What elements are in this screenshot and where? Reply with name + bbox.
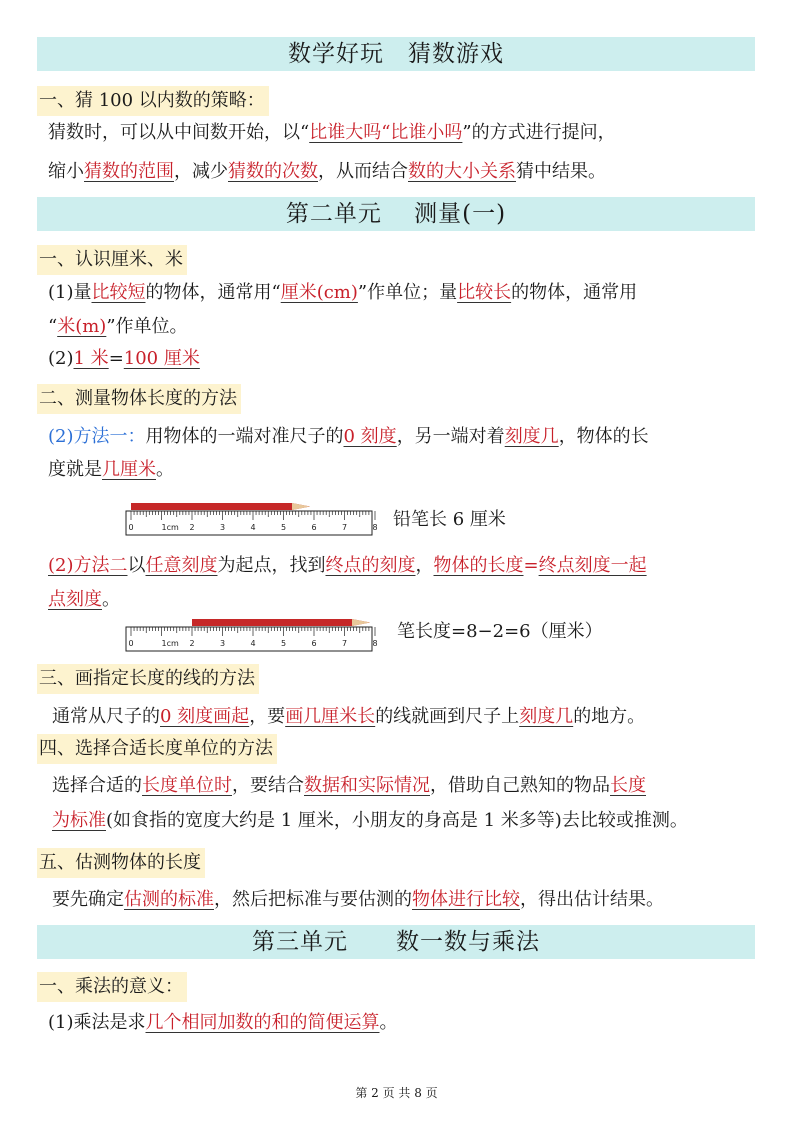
text: ，要 — [249, 706, 286, 727]
keyword: 为标准 — [52, 810, 106, 831]
section-title-measure-methods: 二、测量物体长度的方法 — [37, 384, 241, 414]
keyword: 比较短 — [91, 282, 146, 303]
method-label: (2)方法一： — [48, 426, 146, 447]
ruler-tick-label: 0 — [128, 523, 134, 532]
keyword: 数据和实际情况 — [304, 775, 430, 796]
paragraph-line — [48, 457, 174, 483]
ruler-tick-label: 8 — [372, 523, 378, 532]
paragraph-line — [48, 346, 200, 372]
keyword: 终点的刻度 — [325, 555, 416, 576]
text: 的线就画到尺子上 — [375, 706, 520, 727]
text: ，得出估计结果。 — [520, 889, 664, 910]
ruler-tick-label: 1cm — [161, 523, 179, 532]
section-title-cm-m: 一、认识厘米、米 — [37, 245, 187, 275]
ruler-tick-label: 3 — [219, 523, 226, 532]
ruler-tick-label: 7 — [341, 639, 348, 648]
text: 选择合适的 — [52, 775, 142, 796]
text: ”的方式进行提问， — [462, 122, 616, 143]
keyword: 猜数的范围 — [84, 161, 174, 182]
ruler-tick-label: 2 — [189, 639, 195, 648]
text: 度就是 — [48, 459, 102, 480]
text: ，要结合 — [232, 775, 304, 796]
pencil-length-caption: 笔长度=8−2=6（厘米） — [397, 621, 603, 642]
text: ，另一端对着 — [396, 426, 505, 447]
keyword: 比较长 — [457, 282, 512, 303]
ruler-tick-label: 7 — [341, 523, 348, 532]
paragraph-line — [48, 120, 616, 146]
text: ，减少 — [174, 161, 228, 182]
section-title-multiplication-meaning: 一、乘法的意义： — [37, 972, 187, 1002]
text: 。 — [379, 1012, 398, 1033]
pencil-icon — [192, 619, 370, 626]
text: = — [108, 348, 124, 369]
text: 的物体，通常用“ — [145, 282, 281, 303]
text: ，借助自己熟知的物品 — [430, 775, 610, 796]
text: 。 — [102, 589, 120, 610]
keyword: 几厘米 — [102, 459, 156, 480]
keyword: 0 刻度 — [343, 426, 397, 447]
paragraph-line — [48, 280, 637, 306]
ruler-with-pencil-illustration — [122, 496, 380, 538]
text: ”作单位。 — [106, 316, 188, 337]
keyword: 1 米 — [73, 348, 109, 369]
text: 以 — [127, 555, 146, 576]
text: 为起点，找到 — [217, 555, 326, 576]
text: ， — [415, 555, 434, 576]
keyword: 刻度几 — [504, 426, 559, 447]
ruler-tick-label: 0 — [128, 639, 134, 648]
unit-banner-multiplication: 第三单元 数一数与乘法 — [37, 925, 755, 959]
ruler-tick-label: 6 — [311, 523, 317, 532]
section-title-draw-lines: 三、画指定长度的线的方法 — [37, 664, 259, 694]
text: (1)乘法是求 — [48, 1012, 146, 1033]
ruler-tick-label: 8 — [372, 639, 378, 648]
page-footer: 第 2 页 共 8 页 — [355, 1086, 438, 1100]
text: 用物体的一端对准尺子的 — [145, 426, 344, 447]
keyword: 画几厘米长 — [285, 706, 376, 727]
text: (1)量 — [48, 282, 92, 303]
keyword: 任意刻度 — [145, 555, 218, 576]
text: 的物体，通常用 — [511, 282, 638, 303]
keyword: 终点刻度一起 — [538, 555, 647, 576]
text: 的地方。 — [573, 706, 646, 727]
text: 缩小 — [48, 161, 84, 182]
paragraph-line — [48, 1010, 398, 1036]
ruler-tick-label: 1cm — [161, 639, 179, 648]
ruler-figure-2 — [122, 612, 380, 658]
keyword: 估测的标准 — [124, 889, 214, 910]
paragraph-line — [48, 159, 606, 185]
ruler-tick-label: 5 — [280, 523, 287, 532]
keyword: 刻度几 — [519, 706, 574, 727]
paragraph-line — [52, 808, 688, 834]
pencil-length-caption: 铅笔长 6 厘米 — [393, 509, 506, 530]
text: ”作单位；量 — [357, 282, 458, 303]
paragraph-line — [52, 704, 645, 730]
text: (如食指的宽度大约是 1 厘米，小朋友的身高是 1 米多等)去比较或推测。 — [106, 810, 688, 831]
method-label: (2)方法二 — [48, 555, 128, 576]
ruler-tick-label: 6 — [311, 639, 317, 648]
text: 猜中结果。 — [516, 161, 606, 182]
ruler-tick-label: 5 — [280, 639, 287, 648]
keyword: 0 刻度画起 — [160, 706, 250, 727]
paragraph-line — [52, 773, 646, 799]
keyword: 比谁大吗“比谁小吗 — [309, 122, 463, 143]
keyword: 点刻度 — [48, 589, 102, 610]
ruler-tick-label: 3 — [219, 639, 226, 648]
unit-banner-guess: 数学好玩 猜数游戏 — [37, 37, 755, 71]
text: ，然后把标准与要估测的 — [214, 889, 412, 910]
keyword: 100 厘米 — [123, 348, 200, 369]
text: ，从而结合 — [318, 161, 408, 182]
keyword: 厘米(cm) — [280, 282, 358, 303]
keyword: 米(m) — [57, 316, 107, 337]
text: ，物体的长 — [558, 426, 649, 447]
paragraph-line — [48, 314, 188, 340]
text: (2) — [48, 348, 74, 369]
ruler-tick-label: 2 — [189, 523, 195, 532]
keyword: 数的大小关系 — [408, 161, 516, 182]
section-title-estimate: 五、估测物体的长度 — [37, 848, 205, 878]
text: “ — [48, 316, 58, 337]
keyword: 物体的长度 — [433, 555, 524, 576]
keyword: 几个相同加数的和的简便运算 — [145, 1012, 380, 1033]
paragraph-line — [48, 424, 649, 450]
pencil-icon — [131, 503, 310, 510]
unit-banner-measure: 第二单元 测量(一) — [37, 197, 755, 231]
keyword: 长度单位时 — [142, 775, 232, 796]
paragraph-line — [48, 587, 120, 613]
text: 。 — [156, 459, 174, 480]
paragraph-line — [52, 887, 664, 913]
ruler-with-pencil-illustration — [122, 612, 380, 654]
text: = — [523, 555, 539, 576]
ruler-tick-label: 4 — [250, 639, 256, 648]
text: 要先确定 — [52, 889, 124, 910]
keyword: 物体进行比较 — [412, 889, 520, 910]
paragraph-line — [48, 553, 647, 579]
ruler-tick-label: 4 — [250, 523, 256, 532]
ruler-figure-1 — [122, 496, 380, 542]
section-title-choose-unit: 四、选择合适长度单位的方法 — [37, 734, 277, 764]
text: 通常从尺子的 — [52, 706, 160, 727]
section-title-guess-strategy: 一、猜 100 以内数的策略： — [37, 86, 269, 116]
keyword: 长度 — [610, 775, 646, 796]
keyword: 猜数的次数 — [228, 161, 318, 182]
text: 猜数时，可以从中间数开始，以“ — [48, 122, 310, 143]
